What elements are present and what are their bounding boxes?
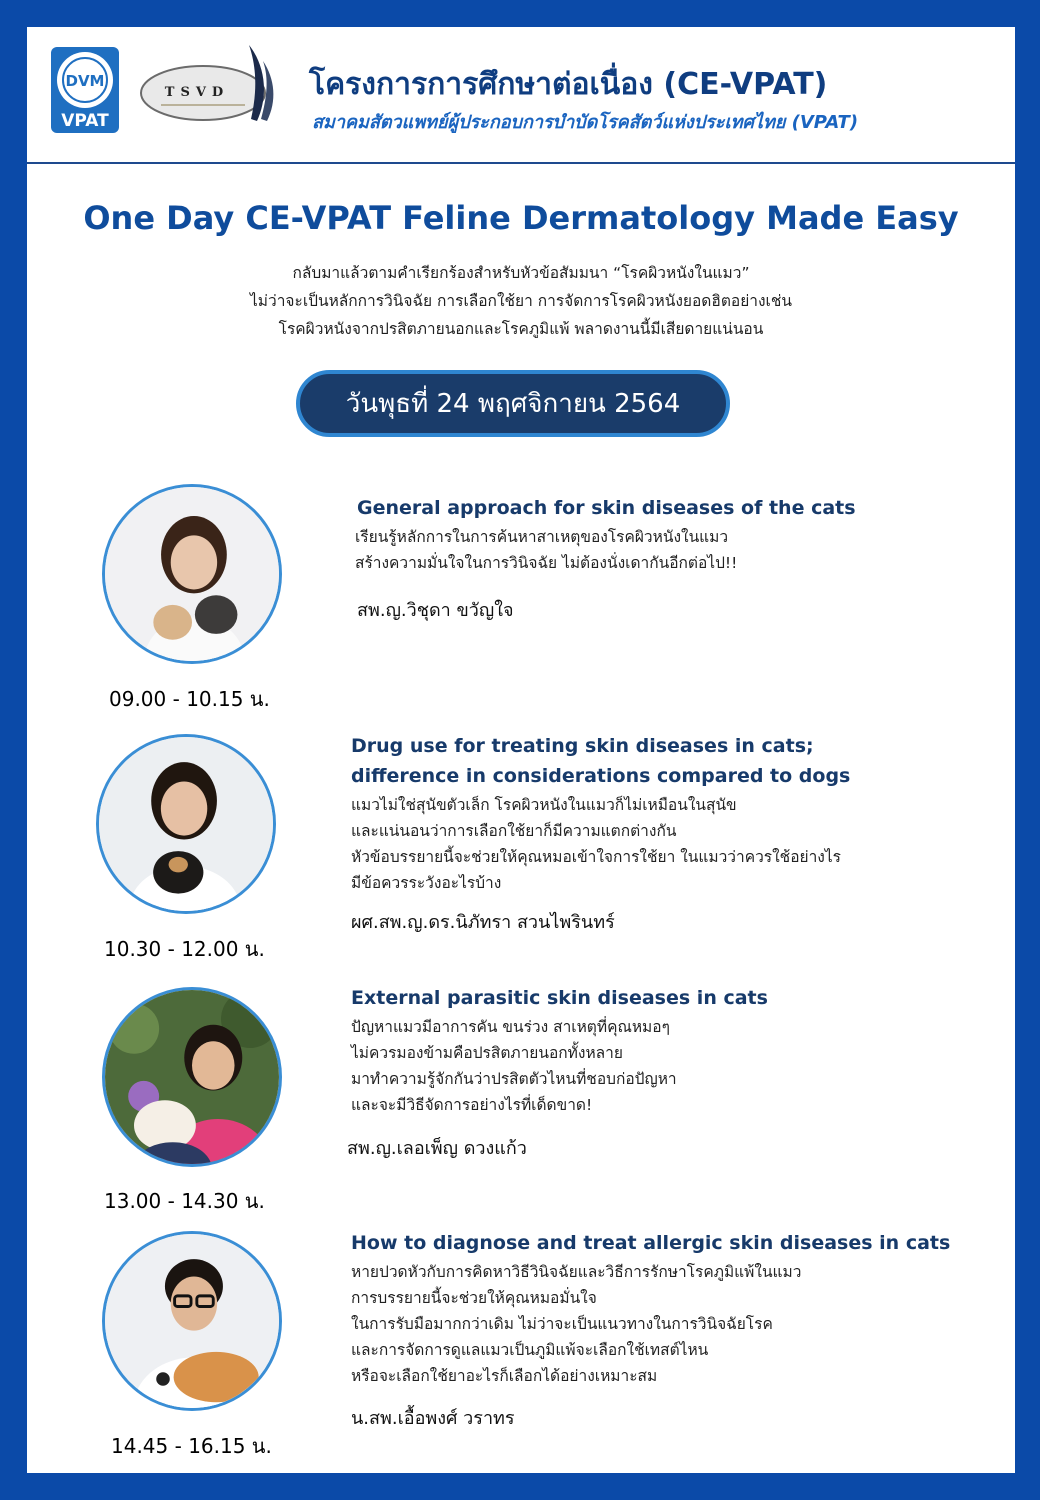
description-line: และการจัดการดูแลแมวเป็นภูมิแพ้จะเลือกใช้เทสต์ไหน: [351, 1341, 709, 1359]
event-title: One Day CE-VPAT Feline Dermatology Made Easy: [83, 199, 959, 237]
intro-line: โรคผิวหนังจากปรสิตภายนอกและโรคภูมิแพ้ พลาดงานนี้มีเสียดายแน่นอน: [278, 320, 764, 338]
speaker-name: สพ.ญ.เลอเพ็ญ ดวงแก้ว: [347, 1138, 527, 1159]
event-intro: [27, 259, 1015, 343]
event-date: วันพุธที่ 24 พฤศจิกายน 2564: [345, 389, 681, 419]
description-line: หัวข้อบรรยายนี้จะช่วยให้คุณหมอเข้าใจการใช้ยา ในแมวว่าควรใช้อย่างไร: [351, 848, 841, 866]
speaker-name: น.สพ.เอื้อพงศ์ วราทร: [351, 1408, 515, 1429]
session-description: [351, 792, 841, 896]
speaker-name: สพ.ญ.วิชุดา ขวัญใจ: [357, 600, 514, 621]
description-line: ไม่ควรมองข้ามคือปรสิตภายนอกทั้งหลาย: [351, 1044, 623, 1062]
session-description: [351, 1259, 801, 1389]
description-line: ปัญหาแมวมีอาการคัน ขนร่วง สาเหตุที่คุณหมอๆ: [351, 1018, 670, 1036]
association-name: สมาคมสัตวแพทย์ผู้ประกอบการบำบัดโรคสัตว์แห่งประเทศไทย (VPAT): [312, 112, 859, 133]
description-line: และจะมีวิธีจัดการอย่างไรที่เด็ดขาด!: [351, 1096, 593, 1114]
session-time: 10.30 - 12.00 น.: [104, 937, 265, 961]
session-time: 14.45 - 16.15 น.: [111, 1434, 272, 1458]
description-line: แมวไม่ใช่สุนัขตัวเล็ก โรคผิวหนังในแมวก็ไม่เหมือนในสุนัข: [351, 796, 737, 814]
description-line: ในการรับมือมากกว่าเดิม ไม่ว่าจะเป็นแนวทางในการวินิจฉัยโรค: [351, 1315, 773, 1333]
description-line: เรียนรู้หลักการในการค้นหาสาเหตุของโรคผิวหนังในแมว: [355, 528, 729, 546]
session-time: 13.00 - 14.30 น.: [104, 1189, 265, 1213]
description-line: การบรรยายนี้จะช่วยให้คุณหมอมั่นใจ: [351, 1289, 597, 1307]
intro-line: กลับมาแล้วตามคำเรียกร้องสำหรับหัวข้อสัมมนา “โรคผิวหนังในแมว”: [292, 264, 750, 282]
speaker-name: ผศ.สพ.ญ.ดร.นิภัทรา สวนไพรินทร์: [351, 912, 615, 933]
session-description: [355, 524, 737, 576]
svg-text:DVM: DVM: [65, 72, 105, 90]
description-line: หายปวดหัวกับการคิดหาวิธีวินิจฉัยและวิธีการรักษาโรคภูมิแพ้ในแมว: [351, 1263, 802, 1281]
session-description: [351, 1014, 677, 1118]
session-title: [351, 983, 768, 1013]
description-line: หรือจะเลือกใช้ยาอะไรก็เลือกได้อย่างเหมาะสม: [351, 1367, 658, 1385]
header-divider: [27, 162, 1015, 164]
session-time: 09.00 - 10.15 น.: [109, 687, 270, 711]
speaker-photo: [96, 734, 276, 914]
session-title: [351, 1228, 950, 1258]
program-title: โครงการการศึกษาต่อเนื่อง (CE-VPAT): [309, 67, 828, 102]
tsvd-logo: [139, 43, 284, 125]
intro-line: ไม่ว่าจะเป็นหลักการวินิจฉัย การเลือกใช้ยา การจัดการโรคผิวหนังยอดฮิตอย่างเช่น: [250, 292, 792, 310]
session-title-line: General approach for skin diseases of the cats: [357, 497, 856, 519]
svg-text:TSVD: TSVD: [164, 85, 230, 100]
session-title: [351, 731, 850, 791]
session-title-line: Drug use for treating skin diseases in cats;: [351, 735, 814, 757]
session-title-line: External parasitic skin diseases in cats: [351, 987, 768, 1009]
description-line: และแน่นอนว่าการเลือกใช้ยาก็มีความแตกต่างกัน: [351, 822, 677, 840]
svg-text:VPAT: VPAT: [61, 111, 109, 131]
speaker-photo: [102, 987, 282, 1167]
session-title: [357, 493, 856, 523]
event-date-badge: [296, 370, 730, 437]
description-line: มาทำความรู้จักกันว่าปรสิตตัวไหนที่ชอบก่อปัญหา: [351, 1070, 677, 1088]
description-line: มีข้อควรระวังอะไรบ้าง: [351, 874, 502, 892]
vpat-logo: [51, 47, 119, 133]
description-line: สร้างความมั่นใจในการวินิจฉัย ไม่ต้องนั่งเดากันอีกต่อไป!!: [355, 554, 738, 572]
poster: [27, 27, 1015, 1473]
session-title-line: How to diagnose and treat allergic skin diseases in cats: [351, 1232, 951, 1254]
speaker-photo: [102, 1231, 282, 1411]
speaker-photo: [102, 484, 282, 664]
session-title-line: difference in considerations compared to dogs: [351, 765, 851, 787]
